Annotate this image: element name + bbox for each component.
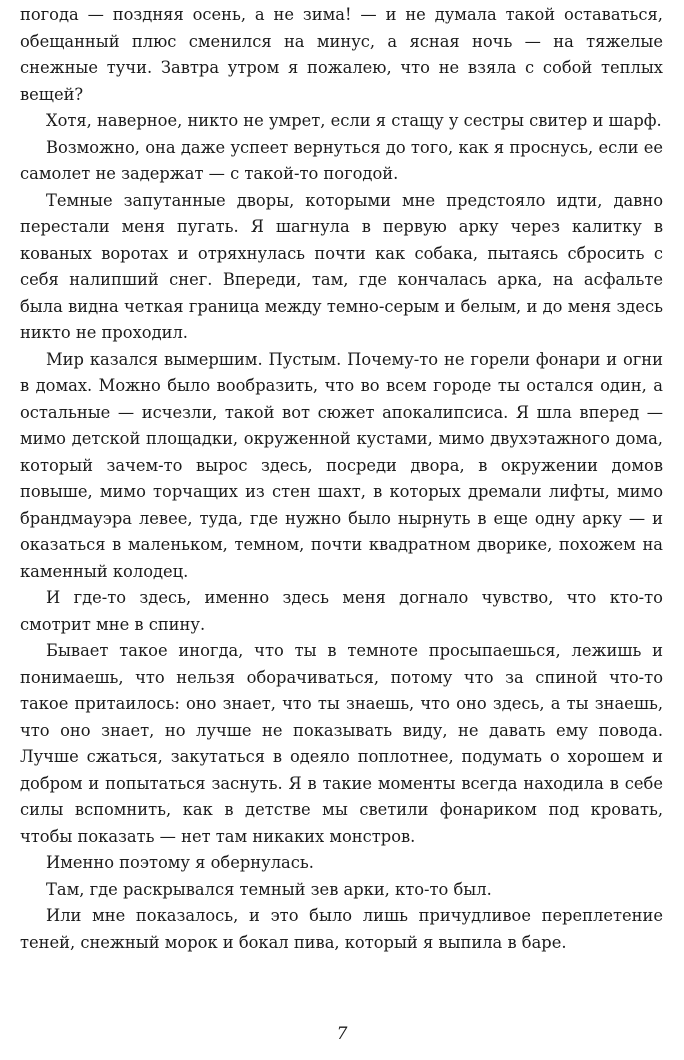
paragraph: И где-то здесь, именно здесь меня догнало чувство, что кто-то смотрит мне в спину. xyxy=(20,588,663,634)
paragraph: Хотя, наверное, никто не умрет, если я стащу у сестры свитер и шарф. xyxy=(46,111,662,130)
paragraph: Мир казался вымершим. Пустым. Почему-то не горели фонари и огни в домах. Можно было вообразить, что во всем городе ты остался один, а остальные — исчезли, такой вот сюжет апокалипсиса. Я шла вперед — мимо детской площадки, окруженной кустами, мимо двухэтажного дома, который зачем-то вырос здесь, посреди двора, в окружении домов повыше, мимо торчащих из стен шахт, в которых дремали лифты, мимо брандмауэра левее, туда, где нужно было нырнуть в еще одну арку — и оказаться в маленьком, темном, почти квадратном дворике, похожем на каменный колодец. xyxy=(20,349,663,581)
book-page xyxy=(20,2,663,956)
paragraph: Темные запутанные дворы, которыми мне предстояло идти, давно перестали меня пугать. Я шагнула в первую арку через калитку в кованых воротах и отряхнулась почти как собака, пытаясь сбросить с себя налипший снег. Впереди, там, где кончалась арка, на асфальте была видна четкая граница между темно-серым и белым, и до меня здесь никто не проходил. xyxy=(20,190,663,342)
paragraph: Там, где раскрывался темный зев арки, кто-то был. xyxy=(46,879,492,899)
paragraph: Бывает такое иногда, что ты в темноте просыпаешься, лежишь и понимаешь, что нельзя оборачиваться, потому что за спиной что-то такое притаилось: оно знает, что ты знаешь, что оно здесь, а ты знаешь, что оно знает, но лучше не показывать виду, не давать ему повода. Лучше сжаться, закутаться в одеяло поплотнее, подумать о хорошем и добром и попытаться заснуть. Я в такие моменты всегда находила в себе силы вспомнить, как в детстве мы светили фонариком под кровать, чтобы показать — нет там никаких монстров. xyxy=(20,641,663,846)
page-number: 7 xyxy=(336,1024,348,1044)
paragraph: Возможно, она даже успеет вернуться до того, как я проснусь, если ее самолет не задержат — с такой-то погодой. xyxy=(20,137,663,183)
paragraph: Или мне показалось, и это было лишь причудливое переплетение теней, снежный морок и бокал пива, который я выпила в баре. xyxy=(20,906,663,952)
paragraph: погода — поздняя осень, а не зима! — и не думала такой оставаться, обещанный плюс сменился на минус, а ясная ночь — на тяжелые снежные тучи. Завтра утром я пожалею, что не взяла с собой теплых вещей? xyxy=(20,5,663,104)
paragraph: Именно поэтому я обернулась. xyxy=(46,853,314,872)
